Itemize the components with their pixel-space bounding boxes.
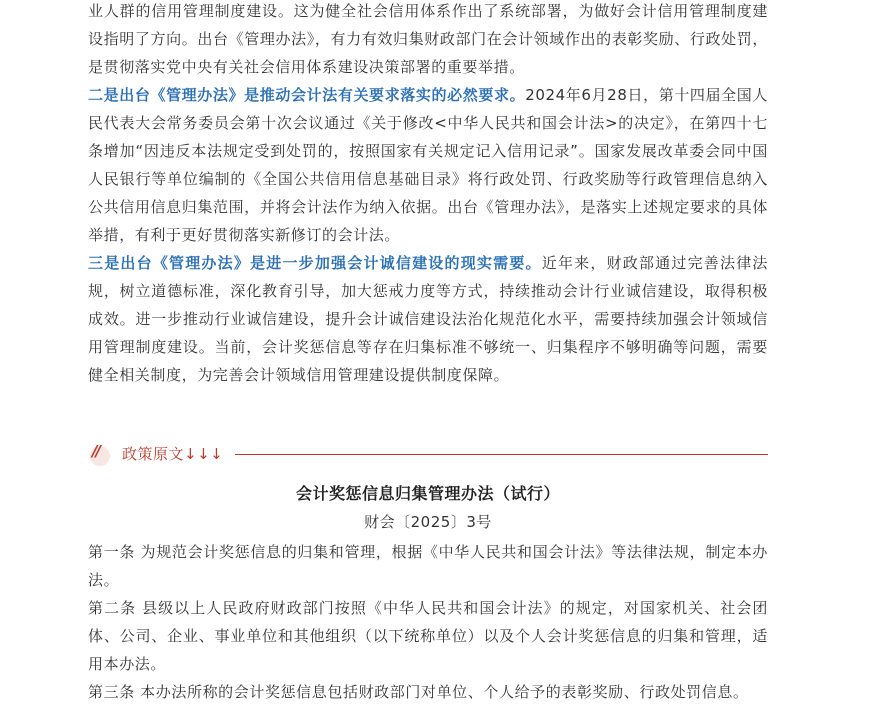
policy-section-header xyxy=(88,438,768,468)
paragraph-point-three xyxy=(88,249,768,389)
paragraph-credit-system xyxy=(88,0,768,81)
paragraph-point-two xyxy=(88,81,768,249)
paragraph-text: 2024年6月28日，第十四届全国人民代表大会常务委员会第十次会议通过《关于修改<中华人民共和国会计法>的决定》，在第四十七条增加“因违反本法规定受到处罚的，按照国家有关规定记入信用记录”。国家发展改革委会同中国人民银行等单位编制的《全国公共信用信息基础目录》将行政处罚、行政奖励等行政管理信息纳入公共信用信息归集范围，并将会计法作为纳入依据。出台《管理办法》，是落实上述规定要求的具体举措，有利于更好贯彻落实新修订的会计法。 xyxy=(88,86,768,244)
section-divider xyxy=(235,454,768,455)
slash-mark: // xyxy=(92,442,99,460)
paragraph-text: 近年来，财政部通过完善法律法规，树立道德标准，深化教育引导，加大惩戒力度等方式，持续推动会计行业诚信建设，取得积极成效。进一步推动行业诚信建设，提升会计诚信建设法治化规范化水平，需要持续加强会计领域信用管理制度建设。当前，会计奖惩信息等存在归集标准不够统一、归集程序不够明确等问题，需要健全相关制度，为完善会计领域信用管理建设提供制度保障。 xyxy=(88,254,768,384)
article-two: 第二条 县级以上人民政府财政部门按照《中华人民共和国会计法》的规定，对国家机关、社会团体、公司、企业、事业单位和其他组织（以下统称单位）以及个人会计奖惩信息的归集和管理，适用本办法。 xyxy=(88,599,768,673)
document-number: 财会〔2025〕3号 xyxy=(364,513,492,531)
policy-document xyxy=(88,480,768,706)
section-title: 政策原文↓↓↓ xyxy=(122,444,224,463)
paragraph-text: 业人群的信用管理制度建设。这为健全社会信用体系作出了系统部署，为做好会计信用管理制度建设指明了方向。出台《管理办法》，有力有效归集财政部门在会计领域作出的表彰奖励、行政处罚，是贯彻落实党中央有关社会信用体系建设决策部署的重要举措。 xyxy=(88,2,768,76)
article-three: 第三条 本办法所称的会计奖惩信息包括财政部门对单位、个人给予的表彰奖励、行政处罚信息。 xyxy=(88,683,749,701)
highlight-lead-two: 二是出台《管理办法》是推动会计法有关要求落实的必然要求。 xyxy=(88,86,526,104)
highlight-lead-three: 三是出台《管理办法》是进一步加强会计诚信建设的现实需要。 xyxy=(88,254,542,272)
slash-decoration-icon xyxy=(88,440,114,466)
document-title: 会计奖惩信息归集管理办法（试行） xyxy=(295,484,560,503)
article-one: 第一条 为规范会计奖惩信息的归集和管理，根据《中华人民共和国会计法》等法律法规，制定本办法。 xyxy=(88,543,768,589)
article-body xyxy=(88,0,768,389)
